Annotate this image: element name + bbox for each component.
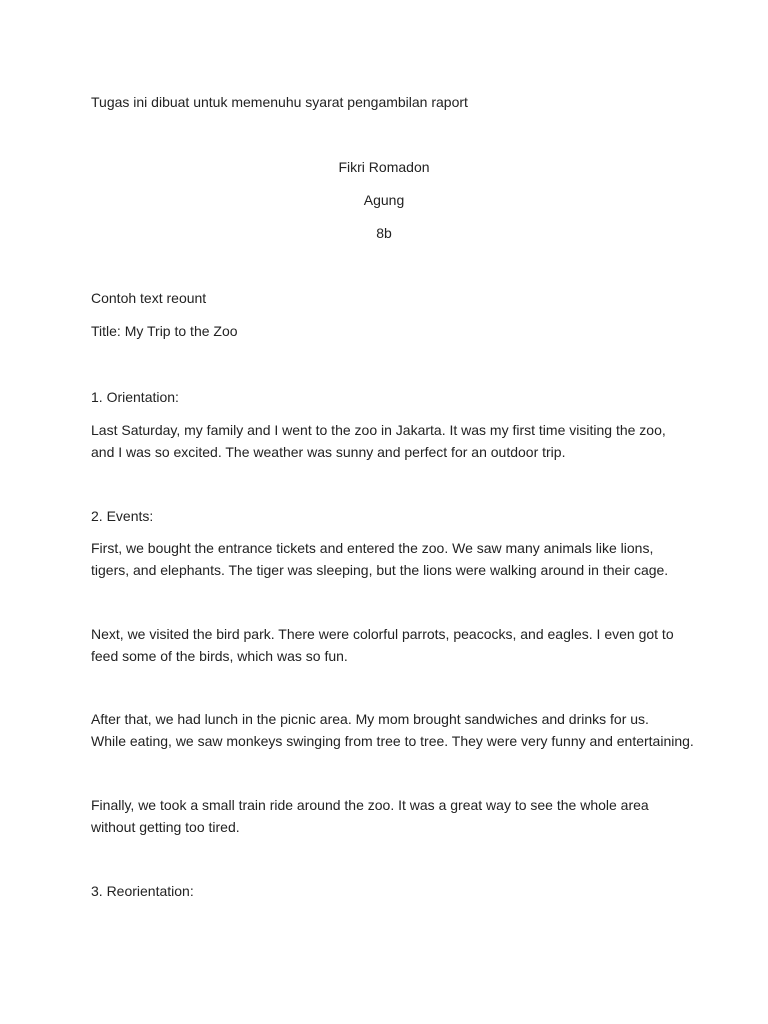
paragraph-line: While eating, we saw monkeys swinging from tree to tree. They were very funny and entertaining. xyxy=(91,733,694,749)
paragraph-line: After that, we had lunch in the picnic area. My mom brought sandwiches and drinks for us. xyxy=(91,711,649,727)
author-name: Fikri Romadon xyxy=(338,159,430,175)
paragraph-line: tigers, and elephants. The tiger was sleeping, but the lions were walking around in their cage. xyxy=(91,562,669,578)
orientation-heading: 1. Orientation: xyxy=(91,389,179,405)
events-paragraph-next xyxy=(91,623,691,667)
events-paragraph-first xyxy=(91,537,691,581)
document-title: Title: My Trip to the Zoo xyxy=(91,323,238,339)
paragraph-line: feed some of the birds, which was so fun. xyxy=(91,648,348,664)
paragraph-line: First, we bought the entrance tickets and entered the zoo. We saw many animals like lions, xyxy=(91,540,654,556)
class-label: 8b xyxy=(376,225,392,241)
intro-text: Tugas ini dibuat untuk memenuhu syarat pengambilan raport xyxy=(91,94,468,110)
paragraph-line: Last Saturday, my family and I went to the zoo in Jakarta. It was my first time visiting the zoo, xyxy=(91,422,666,438)
events-paragraph-after xyxy=(91,708,694,752)
paragraph-line: and I was so excited. The weather was sunny and perfect for an outdoor trip. xyxy=(91,444,566,460)
paragraph-line: without getting too tired. xyxy=(91,819,240,835)
paragraph-line: Finally, we took a small train ride around the zoo. It was a great way to see the whole area xyxy=(91,797,649,813)
teacher-name: Agung xyxy=(363,192,405,208)
events-heading: 2. Events: xyxy=(91,508,154,524)
reorientation-heading: 3. Reorientation: xyxy=(91,883,194,899)
subtitle-text: Contoh text reount xyxy=(91,290,207,306)
paragraph-line: Next, we visited the bird park. There were colorful parrots, peacocks, and eagles. I even got to xyxy=(91,626,674,642)
orientation-paragraph xyxy=(91,419,691,463)
events-paragraph-finally xyxy=(91,794,691,838)
